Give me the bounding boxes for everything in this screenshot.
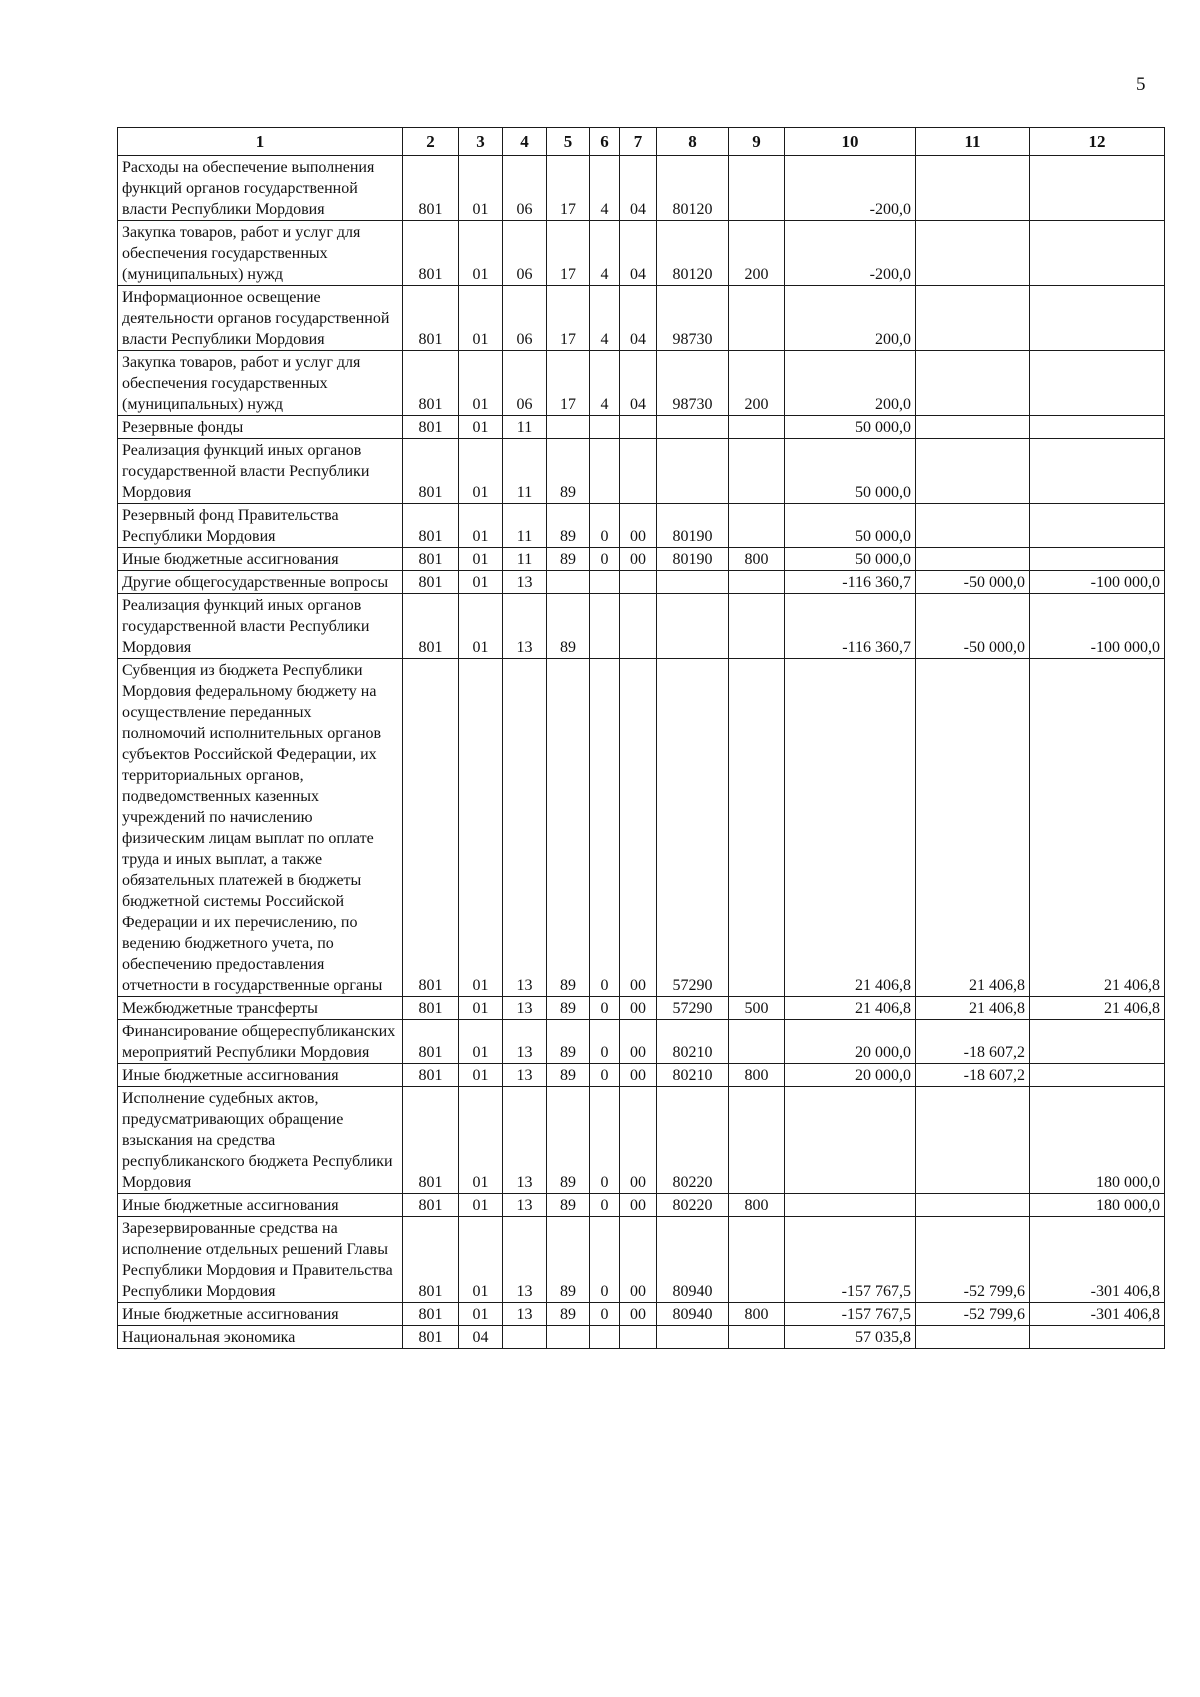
row-name-cell: Резервный фонд Правительства Республики Мордовия — [118, 504, 403, 548]
expense-type-cell — [729, 416, 785, 439]
amount-col12-cell: 180 000,0 — [1030, 1087, 1165, 1194]
subprogram-cell: 0 — [590, 659, 620, 997]
table-row — [118, 1064, 1165, 1087]
row-name-cell: Информационное освещение деятельности органов государственной власти Республики Мордовия — [118, 286, 403, 351]
table-row — [118, 659, 1165, 997]
section-cell: 01 — [459, 594, 503, 659]
program-cell: 89 — [547, 1020, 590, 1064]
header-row — [118, 128, 1165, 156]
subsection-cell: 13 — [503, 1020, 547, 1064]
admin-code-cell: 801 — [403, 286, 459, 351]
program-cell: 89 — [547, 1064, 590, 1087]
program-cell: 89 — [547, 439, 590, 504]
amount-col10-cell: -157 767,5 — [785, 1303, 916, 1326]
amount-col12-cell — [1030, 1020, 1165, 1064]
amount-col11-cell — [916, 1087, 1030, 1194]
direction-cell: 57290 — [657, 659, 729, 997]
amount-col12-cell: 21 406,8 — [1030, 659, 1165, 997]
table-row — [118, 351, 1165, 416]
amount-col10-cell: -116 360,7 — [785, 594, 916, 659]
row-name-cell: Национальная экономика — [118, 1326, 403, 1349]
table-row — [118, 1326, 1165, 1349]
amount-col11-cell: -50 000,0 — [916, 594, 1030, 659]
amount-col12-cell — [1030, 548, 1165, 571]
direction-cell: 80190 — [657, 548, 729, 571]
admin-code-cell: 801 — [403, 439, 459, 504]
amount-col11-cell — [916, 548, 1030, 571]
subprogram-cell: 0 — [590, 1064, 620, 1087]
program-cell — [547, 1326, 590, 1349]
amount-col10-cell: 50 000,0 — [785, 548, 916, 571]
direction-cell: 98730 — [657, 286, 729, 351]
admin-code-cell: 801 — [403, 659, 459, 997]
table-row — [118, 548, 1165, 571]
admin-code-cell: 801 — [403, 351, 459, 416]
admin-code-cell: 801 — [403, 548, 459, 571]
row-name-cell: Иные бюджетные ассигнования — [118, 1194, 403, 1217]
expense-type-cell — [729, 1087, 785, 1194]
subsection-cell: 06 — [503, 351, 547, 416]
header-cell: 7 — [620, 128, 657, 156]
row-name-cell: Межбюджетные трансферты — [118, 997, 403, 1020]
subsection-cell: 13 — [503, 1087, 547, 1194]
section-cell: 01 — [459, 439, 503, 504]
amount-col10-cell: -200,0 — [785, 221, 916, 286]
amount-col11-cell — [916, 416, 1030, 439]
amount-col12-cell: -100 000,0 — [1030, 594, 1165, 659]
table-row — [118, 286, 1165, 351]
main-event-cell: 00 — [620, 1303, 657, 1326]
main-event-cell: 04 — [620, 221, 657, 286]
program-cell: 89 — [547, 997, 590, 1020]
amount-col10-cell: 20 000,0 — [785, 1020, 916, 1064]
subprogram-cell — [590, 416, 620, 439]
row-name-cell: Другие общегосударственные вопросы — [118, 571, 403, 594]
subprogram-cell: 0 — [590, 1020, 620, 1064]
subprogram-cell: 0 — [590, 1194, 620, 1217]
expense-type-cell — [729, 504, 785, 548]
section-cell: 01 — [459, 1087, 503, 1194]
amount-col12-cell — [1030, 439, 1165, 504]
admin-code-cell: 801 — [403, 1217, 459, 1303]
table-row — [118, 594, 1165, 659]
header-cell: 10 — [785, 128, 916, 156]
amount-col11-cell — [916, 504, 1030, 548]
main-event-cell: 00 — [620, 1087, 657, 1194]
admin-code-cell: 801 — [403, 1326, 459, 1349]
amount-col12-cell: 21 406,8 — [1030, 997, 1165, 1020]
row-name-cell: Субвенция из бюджета Республики Мордовия федеральному бюджету на осуществление переданных полномочий исполнительных органов субъектов Российской Федерации, их территориальных органов, подведомственных казенных учреждений по начислению физическим лицам выплат по оплате труда и иных выплат, а также обязательных платежей в бюджеты бюджетной системы Российской Федерации и их перечислению, по ведению бюджетного учета, по обеспечению предоставления отчетности в государственные органы — [118, 659, 403, 997]
amount-col12-cell — [1030, 1064, 1165, 1087]
subsection-cell: 11 — [503, 416, 547, 439]
amount-col11-cell — [916, 351, 1030, 416]
direction-cell — [657, 439, 729, 504]
row-name-cell: Закупка товаров, работ и услуг для обеспечения государственных (муниципальных) нужд — [118, 351, 403, 416]
subprogram-cell — [590, 439, 620, 504]
amount-col10-cell: 21 406,8 — [785, 659, 916, 997]
program-cell: 89 — [547, 1303, 590, 1326]
amount-col12-cell — [1030, 504, 1165, 548]
program-cell — [547, 571, 590, 594]
subsection-cell — [503, 1326, 547, 1349]
admin-code-cell: 801 — [403, 594, 459, 659]
direction-cell: 98730 — [657, 351, 729, 416]
amount-col10-cell: 200,0 — [785, 286, 916, 351]
subprogram-cell: 4 — [590, 156, 620, 221]
program-cell: 89 — [547, 1217, 590, 1303]
table-row — [118, 221, 1165, 286]
program-cell: 89 — [547, 504, 590, 548]
main-event-cell: 00 — [620, 1064, 657, 1087]
page-number: 5 — [1136, 74, 1146, 95]
row-name-cell: Иные бюджетные ассигнования — [118, 1064, 403, 1087]
amount-col10-cell — [785, 1087, 916, 1194]
direction-cell: 80940 — [657, 1303, 729, 1326]
subsection-cell: 06 — [503, 221, 547, 286]
subsection-cell: 06 — [503, 286, 547, 351]
section-cell: 01 — [459, 351, 503, 416]
amount-col11-cell: -18 607,2 — [916, 1064, 1030, 1087]
row-name-cell: Реализация функций иных органов государственной власти Республики Мордовия — [118, 439, 403, 504]
amount-col11-cell — [916, 286, 1030, 351]
subsection-cell: 13 — [503, 1064, 547, 1087]
amount-col10-cell: 57 035,8 — [785, 1326, 916, 1349]
direction-cell: 80120 — [657, 156, 729, 221]
program-cell: 17 — [547, 221, 590, 286]
row-name-cell: Иные бюджетные ассигнования — [118, 548, 403, 571]
amount-col11-cell: 21 406,8 — [916, 659, 1030, 997]
direction-cell: 80220 — [657, 1087, 729, 1194]
amount-col10-cell: 50 000,0 — [785, 416, 916, 439]
program-cell: 89 — [547, 594, 590, 659]
amount-col10-cell: -157 767,5 — [785, 1217, 916, 1303]
subsection-cell: 06 — [503, 156, 547, 221]
program-cell: 17 — [547, 351, 590, 416]
subsection-cell: 11 — [503, 439, 547, 504]
subprogram-cell: 0 — [590, 1303, 620, 1326]
direction-cell — [657, 416, 729, 439]
admin-code-cell: 801 — [403, 416, 459, 439]
header-cell: 11 — [916, 128, 1030, 156]
budget-table — [117, 127, 1165, 1349]
table-row — [118, 1087, 1165, 1194]
main-event-cell — [620, 439, 657, 504]
header-cell: 3 — [459, 128, 503, 156]
row-name-cell: Исполнение судебных актов, предусматривающих обращение взыскания на средства республиканского бюджета Республики Мордовия — [118, 1087, 403, 1194]
section-cell: 01 — [459, 221, 503, 286]
expense-type-cell: 800 — [729, 1194, 785, 1217]
subsection-cell: 13 — [503, 571, 547, 594]
amount-col11-cell — [916, 439, 1030, 504]
program-cell — [547, 416, 590, 439]
section-cell: 01 — [459, 504, 503, 548]
subprogram-cell: 4 — [590, 351, 620, 416]
row-name-cell: Резервные фонды — [118, 416, 403, 439]
subprogram-cell: 0 — [590, 548, 620, 571]
admin-code-cell: 801 — [403, 1303, 459, 1326]
section-cell: 04 — [459, 1326, 503, 1349]
amount-col12-cell — [1030, 416, 1165, 439]
subprogram-cell — [590, 1326, 620, 1349]
section-cell: 01 — [459, 416, 503, 439]
section-cell: 01 — [459, 286, 503, 351]
subprogram-cell: 4 — [590, 286, 620, 351]
row-name-cell: Иные бюджетные ассигнования — [118, 1303, 403, 1326]
amount-col11-cell: 21 406,8 — [916, 997, 1030, 1020]
subsection-cell: 13 — [503, 997, 547, 1020]
row-name-cell: Расходы на обеспечение выполнения функций органов государственной власти Республики Мордовия — [118, 156, 403, 221]
admin-code-cell: 801 — [403, 504, 459, 548]
admin-code-cell: 801 — [403, 1020, 459, 1064]
subprogram-cell: 0 — [590, 1087, 620, 1194]
header-cell: 2 — [403, 128, 459, 156]
direction-cell — [657, 571, 729, 594]
header-cell: 4 — [503, 128, 547, 156]
expense-type-cell — [729, 659, 785, 997]
direction-cell: 57290 — [657, 997, 729, 1020]
expense-type-cell: 500 — [729, 997, 785, 1020]
direction-cell: 80940 — [657, 1217, 729, 1303]
amount-col10-cell: 21 406,8 — [785, 997, 916, 1020]
amount-col12-cell: -100 000,0 — [1030, 571, 1165, 594]
subprogram-cell — [590, 571, 620, 594]
table-row — [118, 997, 1165, 1020]
section-cell: 01 — [459, 1020, 503, 1064]
section-cell: 01 — [459, 571, 503, 594]
direction-cell: 80190 — [657, 504, 729, 548]
amount-col11-cell — [916, 1326, 1030, 1349]
table-row — [118, 1020, 1165, 1064]
expense-type-cell: 800 — [729, 1303, 785, 1326]
amount-col12-cell — [1030, 351, 1165, 416]
subprogram-cell — [590, 594, 620, 659]
table-body — [118, 156, 1165, 1349]
main-event-cell: 00 — [620, 504, 657, 548]
amount-col12-cell: 180 000,0 — [1030, 1194, 1165, 1217]
subsection-cell: 13 — [503, 659, 547, 997]
subprogram-cell: 0 — [590, 1217, 620, 1303]
table-row — [118, 439, 1165, 504]
amount-col11-cell — [916, 221, 1030, 286]
section-cell: 01 — [459, 659, 503, 997]
expense-type-cell: 800 — [729, 1064, 785, 1087]
section-cell: 01 — [459, 1194, 503, 1217]
section-cell: 01 — [459, 997, 503, 1020]
section-cell: 01 — [459, 156, 503, 221]
amount-col10-cell: 50 000,0 — [785, 504, 916, 548]
section-cell: 01 — [459, 1303, 503, 1326]
expense-type-cell — [729, 439, 785, 504]
row-name-cell: Финансирование общереспубликанских мероприятий Республики Мордовия — [118, 1020, 403, 1064]
amount-col10-cell: -116 360,7 — [785, 571, 916, 594]
section-cell: 01 — [459, 548, 503, 571]
main-event-cell: 00 — [620, 1020, 657, 1064]
amount-col12-cell: -301 406,8 — [1030, 1303, 1165, 1326]
main-event-cell: 04 — [620, 156, 657, 221]
admin-code-cell: 801 — [403, 1064, 459, 1087]
subprogram-cell: 0 — [590, 504, 620, 548]
expense-type-cell — [729, 1326, 785, 1349]
program-cell: 89 — [547, 1194, 590, 1217]
amount-col12-cell: -301 406,8 — [1030, 1217, 1165, 1303]
main-event-cell — [620, 594, 657, 659]
amount-col11-cell: -50 000,0 — [916, 571, 1030, 594]
main-event-cell — [620, 571, 657, 594]
admin-code-cell: 801 — [403, 571, 459, 594]
table-row — [118, 416, 1165, 439]
admin-code-cell: 801 — [403, 997, 459, 1020]
program-cell: 89 — [547, 659, 590, 997]
amount-col10-cell: -200,0 — [785, 156, 916, 221]
subsection-cell: 13 — [503, 1194, 547, 1217]
main-event-cell: 04 — [620, 286, 657, 351]
amount-col12-cell — [1030, 286, 1165, 351]
amount-col10-cell — [785, 1194, 916, 1217]
program-cell: 89 — [547, 548, 590, 571]
main-event-cell — [620, 416, 657, 439]
row-name-cell: Реализация функций иных органов государственной власти Республики Мордовия — [118, 594, 403, 659]
direction-cell: 80210 — [657, 1020, 729, 1064]
expense-type-cell: 200 — [729, 221, 785, 286]
main-event-cell: 00 — [620, 1194, 657, 1217]
expense-type-cell: 200 — [729, 351, 785, 416]
amount-col12-cell — [1030, 1326, 1165, 1349]
program-cell: 89 — [547, 1087, 590, 1194]
main-event-cell: 04 — [620, 351, 657, 416]
subprogram-cell: 0 — [590, 997, 620, 1020]
expense-type-cell — [729, 156, 785, 221]
direction-cell — [657, 1326, 729, 1349]
header-cell: 9 — [729, 128, 785, 156]
table-row — [118, 156, 1165, 221]
table-row — [118, 571, 1165, 594]
admin-code-cell: 801 — [403, 221, 459, 286]
subsection-cell: 13 — [503, 1303, 547, 1326]
admin-code-cell: 801 — [403, 1194, 459, 1217]
amount-col11-cell: -52 799,6 — [916, 1303, 1030, 1326]
expense-type-cell — [729, 594, 785, 659]
table-row — [118, 1194, 1165, 1217]
expense-type-cell — [729, 286, 785, 351]
amount-col11-cell — [916, 1194, 1030, 1217]
subsection-cell: 13 — [503, 1217, 547, 1303]
direction-cell: 80120 — [657, 221, 729, 286]
program-cell: 17 — [547, 156, 590, 221]
row-name-cell: Зарезервированные средства на исполнение отдельных решений Главы Республики Мордовия и Правительства Республики Мордовия — [118, 1217, 403, 1303]
amount-col11-cell: -52 799,6 — [916, 1217, 1030, 1303]
section-cell: 01 — [459, 1217, 503, 1303]
expense-type-cell: 800 — [729, 548, 785, 571]
header-cell: 5 — [547, 128, 590, 156]
program-cell: 17 — [547, 286, 590, 351]
subsection-cell: 11 — [503, 548, 547, 571]
amount-col10-cell: 200,0 — [785, 351, 916, 416]
table-row — [118, 504, 1165, 548]
direction-cell — [657, 594, 729, 659]
header-cell: 6 — [590, 128, 620, 156]
subsection-cell: 11 — [503, 504, 547, 548]
expense-type-cell — [729, 571, 785, 594]
main-event-cell — [620, 1326, 657, 1349]
subprogram-cell: 4 — [590, 221, 620, 286]
header-cell: 8 — [657, 128, 729, 156]
header-cell: 1 — [118, 128, 403, 156]
amount-col12-cell — [1030, 156, 1165, 221]
section-cell: 01 — [459, 1064, 503, 1087]
direction-cell: 80210 — [657, 1064, 729, 1087]
admin-code-cell: 801 — [403, 156, 459, 221]
main-event-cell: 00 — [620, 659, 657, 997]
admin-code-cell: 801 — [403, 1087, 459, 1194]
amount-col12-cell — [1030, 221, 1165, 286]
table-row — [118, 1303, 1165, 1326]
row-name-cell: Закупка товаров, работ и услуг для обеспечения государственных (муниципальных) нужд — [118, 221, 403, 286]
direction-cell: 80220 — [657, 1194, 729, 1217]
main-event-cell: 00 — [620, 548, 657, 571]
table-row — [118, 1217, 1165, 1303]
amount-col11-cell — [916, 156, 1030, 221]
amount-col10-cell: 20 000,0 — [785, 1064, 916, 1087]
main-event-cell: 00 — [620, 1217, 657, 1303]
main-event-cell: 00 — [620, 997, 657, 1020]
amount-col11-cell: -18 607,2 — [916, 1020, 1030, 1064]
amount-col10-cell: 50 000,0 — [785, 439, 916, 504]
expense-type-cell — [729, 1020, 785, 1064]
subsection-cell: 13 — [503, 594, 547, 659]
expense-type-cell — [729, 1217, 785, 1303]
header-cell: 12 — [1030, 128, 1165, 156]
